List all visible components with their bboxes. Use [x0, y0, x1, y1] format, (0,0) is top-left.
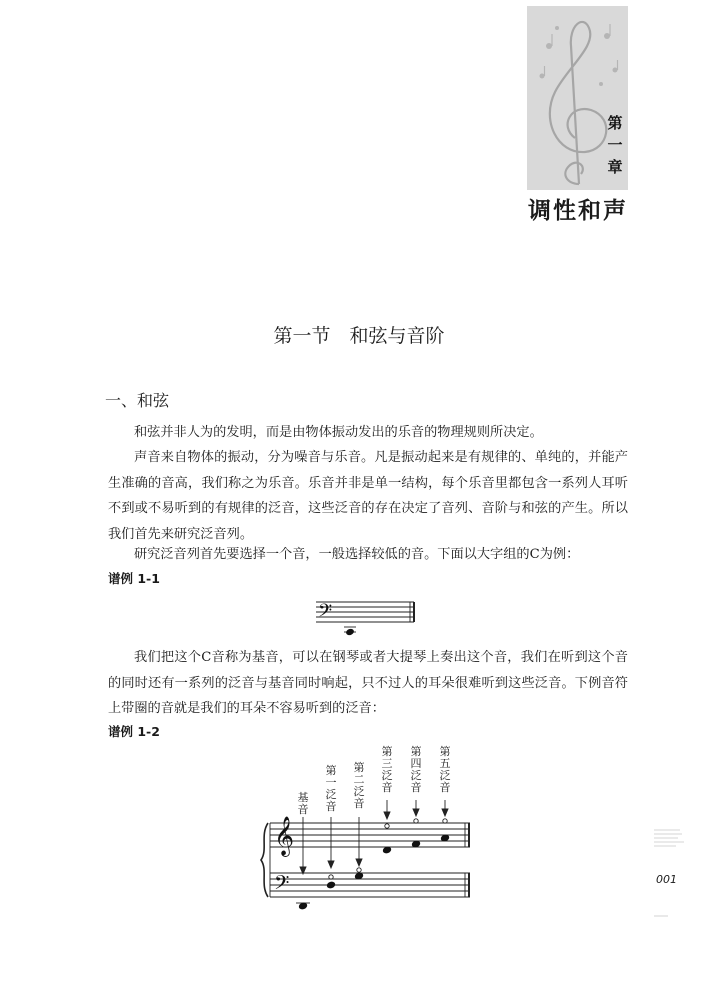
bass-clef-icon: 𝄢 — [274, 871, 290, 899]
paragraph: 研究泛音列首先要选择一个音，一般选择较低的音。下面以大字组的C为例： — [134, 547, 580, 562]
music-example-2 — [258, 795, 474, 920]
chapter-char: 第 — [607, 114, 623, 132]
arrows — [300, 800, 448, 874]
brace-icon — [261, 823, 268, 897]
example-label: 谱例 1-1 — [108, 571, 160, 586]
page-number: 001 — [656, 873, 677, 886]
note-label: 基音 — [297, 791, 309, 816]
note-heads — [298, 834, 450, 911]
chapter-title: 调性和声 — [528, 197, 628, 224]
note-label: 第三泛音 — [381, 745, 393, 794]
paragraph: 声音来自物体的振动，分为噪音与乐音。凡是振动起来是有规律的、单纯的，并能产生准确的音高，我们称之为乐音。乐音并非是单一结构，每个乐音里都包含一系列人耳听不到或不易听到的有规律的泛音，这些泛音的存在决定了音列、音阶与和弦的产生。所以我们首先来研究泛音列。 — [108, 450, 628, 542]
section-title: 第一节 和弦与音阶 — [273, 325, 445, 347]
note-label: 第一泛音 — [325, 764, 337, 813]
bass-clef-icon: 𝄢 — [318, 601, 333, 626]
note-head — [345, 628, 355, 636]
treble-clef-icon: 𝄞 — [274, 816, 295, 856]
music-example-1 — [314, 598, 418, 640]
subheading: 一、和弦 — [105, 391, 170, 410]
chapter-number — [606, 112, 624, 178]
example-label: 谱例 1-2 — [108, 724, 160, 739]
paragraph: 和弦并非人为的发明，而是由物体振动发出的乐音的物理规则所决定。 — [134, 425, 543, 440]
note-label: 第五泛音 — [439, 745, 451, 794]
chapter-char: 章 — [607, 158, 623, 176]
note-label: 第四泛音 — [410, 745, 422, 794]
chapter-char: 一 — [607, 136, 623, 154]
note-label: 第二泛音 — [353, 761, 365, 810]
paragraph: 我们把这个C音称为基音，可以在钢琴或者大提琴上奏出这个音，我们在听到这个音的同时还有一系列的泛音与基音同时响起，只不过人的耳朵很难听到这些泛音。下例音符上带圈的音就是我们的耳朵不容易听到的泛音： — [108, 650, 628, 716]
